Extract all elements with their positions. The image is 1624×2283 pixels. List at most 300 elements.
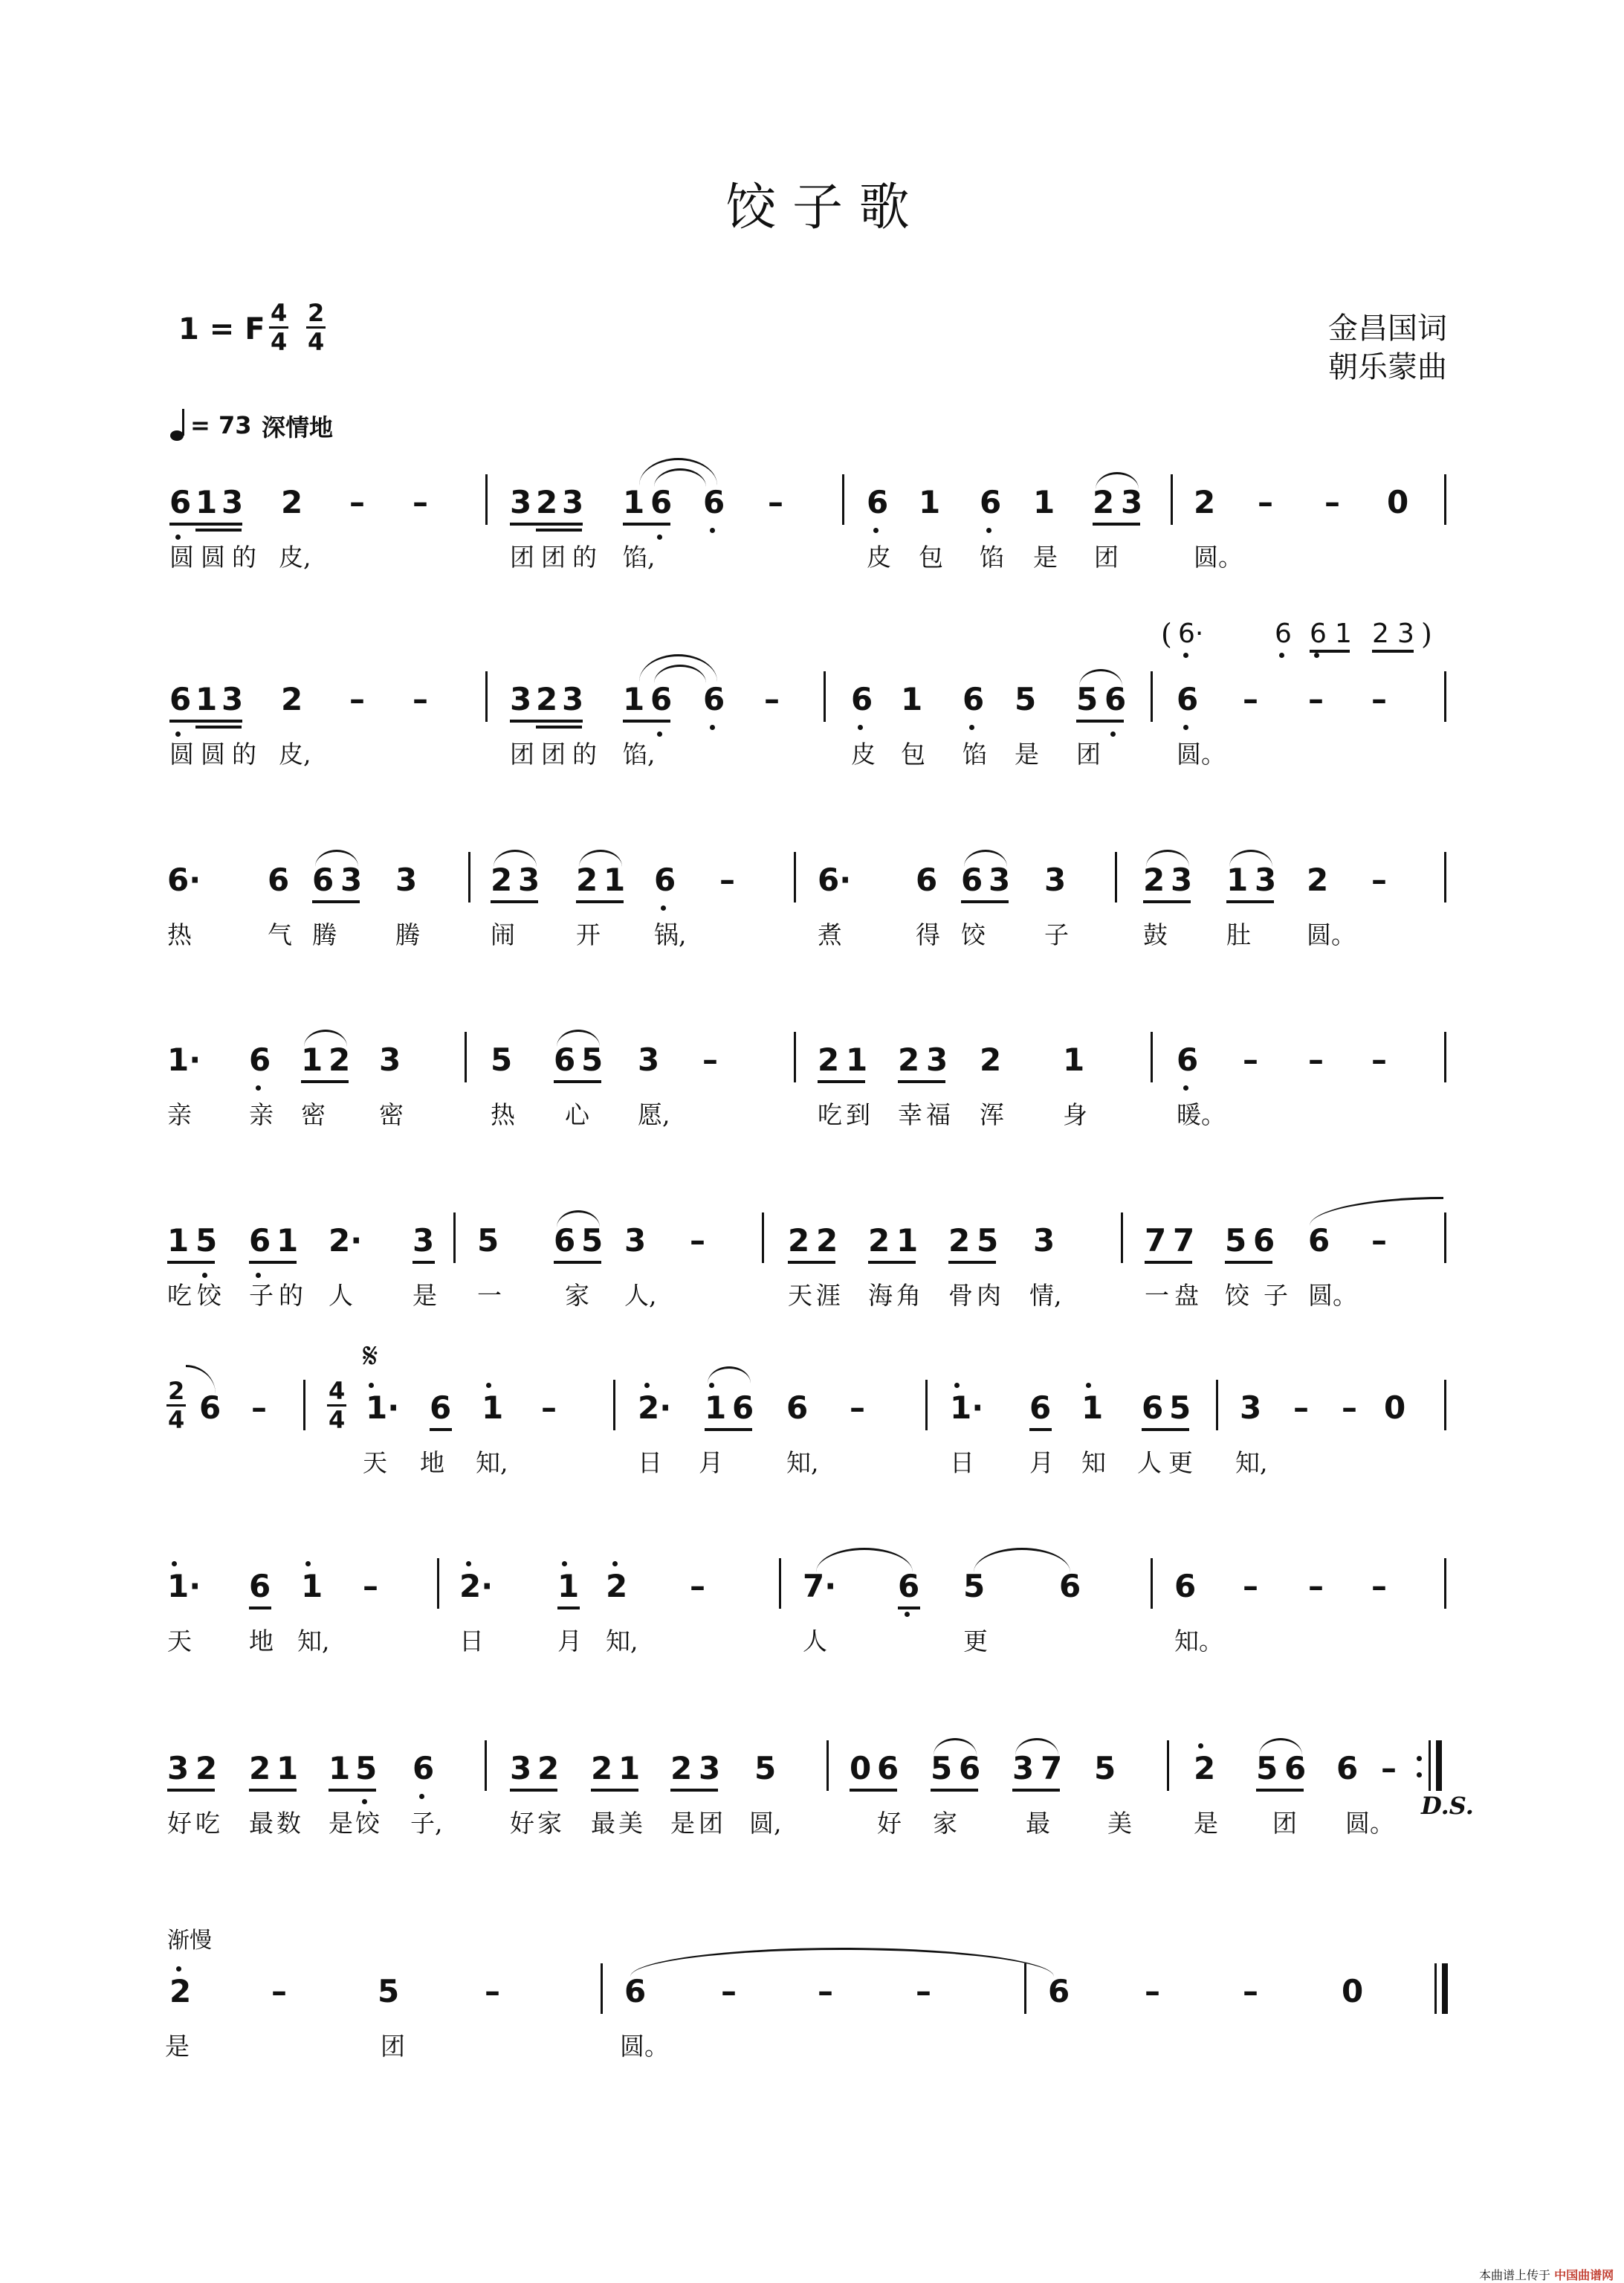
barline [485,1740,487,1791]
note: 5 [378,1973,400,2009]
barline [1444,1032,1446,1082]
barline [453,1212,456,1263]
lyric: 最 [249,1809,274,1838]
lyric: 吃 [167,1281,192,1310]
note: 2 [898,1042,920,1078]
lyric: 密 [301,1100,326,1129]
note: 3 [1171,862,1193,898]
note: – [271,1973,287,2009]
note: 2 [249,1750,271,1786]
note: 1 [301,1568,323,1604]
lyric: 盘 [1174,1281,1199,1310]
note: 3 [1044,862,1067,898]
lyric: 日 [459,1627,484,1656]
barline [1151,1558,1153,1609]
note: 1 [604,862,626,898]
barline [1151,1032,1153,1082]
note: 6 [268,862,290,898]
note: 3 [379,1042,401,1078]
octave-dot [175,732,181,737]
lyric: 亲 [167,1100,192,1129]
barline [1216,1380,1218,1430]
lyric: 子, [410,1809,443,1838]
note: 5 [931,1750,953,1786]
note: – [768,484,783,520]
lyric: 热 [167,920,192,949]
lyric: 最 [591,1809,615,1838]
note: 6 [867,484,889,520]
barline [826,1740,829,1791]
beat-underline [167,1261,215,1264]
lyric: 肚 [1226,920,1251,949]
beat-underline [850,1789,897,1792]
barline [842,474,844,525]
note: 6 [1029,1389,1052,1426]
lyric: 是 [165,2032,190,2061]
lyric: 圆 [201,543,225,572]
repeat-dot [1417,1772,1422,1777]
note: – [1371,1042,1387,1078]
note: 6 [554,1042,576,1078]
barline [468,852,470,902]
octave-dot [657,535,662,540]
note: 6 [898,1568,920,1604]
note: 2 [536,484,558,520]
beat-underline [1145,1261,1192,1264]
lyric: 的 [279,1281,303,1310]
beat-underline [167,1789,215,1792]
note: – [1381,1750,1397,1786]
note: – [916,1973,931,2009]
note: 5 [581,1042,604,1078]
lyric: 地 [420,1448,444,1477]
barline [925,1380,928,1430]
ds-marking: D.S. [1421,1792,1474,1820]
octave-dot [969,725,974,730]
note: 5 [1256,1750,1278,1786]
beat-underline [1093,523,1140,526]
lyric: 密 [379,1100,404,1129]
note: – [1243,681,1258,717]
note: 1· [167,1568,201,1604]
note: 3 [340,862,363,898]
note: 2 [329,1042,351,1078]
note: 6 [1308,1222,1330,1259]
note: – [764,681,780,717]
lyric: 团 [510,543,534,572]
beat-underline [1226,900,1274,903]
lyric: 得 [916,920,940,949]
note: 1 [195,484,218,520]
note: 5 [977,1222,999,1259]
slur-arc [708,1366,751,1383]
octave-dot [710,725,715,730]
beat-underline [312,900,360,903]
octave-dot [1183,1085,1188,1091]
lyric: 人 [329,1281,353,1310]
lyric: 是 [413,1281,437,1310]
note: – [1371,1568,1387,1604]
lyric: 到 [846,1100,870,1129]
octave-dot [986,528,991,533]
note: – [1371,1222,1387,1259]
note: 2 [868,1222,890,1259]
barline [1444,1380,1446,1430]
note: 1· [950,1389,984,1426]
note: – [1308,681,1324,717]
note: – [349,484,365,520]
lyric: 角 [896,1281,921,1310]
lyric: 心 [565,1100,589,1129]
note: 1 [195,681,218,717]
note: 1 [1063,1042,1085,1078]
barline [824,671,826,722]
note: – [1258,484,1273,520]
octave-dot-high [172,1561,177,1566]
note: 2· [459,1568,494,1604]
lyric: 是 [1015,740,1039,769]
octave-dot [657,732,662,737]
octave-dot-high [954,1383,960,1388]
lyric: 知, [297,1627,330,1656]
lyric: 海 [868,1281,893,1310]
note: 3 [989,862,1011,898]
barline [1444,1212,1446,1263]
note: 1 [1081,1389,1104,1426]
note: 7 [1145,1222,1167,1259]
barline [1171,474,1173,525]
note: 2 [491,862,513,898]
beat-underline [623,523,670,526]
note: – [818,1973,833,2009]
note: – [413,681,428,717]
note: 1 [167,1222,190,1259]
tempo-value: = 73 [190,411,252,439]
note: 6 [1142,1389,1164,1426]
note: 2 [281,484,303,520]
lyric: 日 [950,1448,974,1477]
note: 1 [1335,619,1352,649]
note: 5 [1015,681,1037,717]
note: 2 [169,1973,192,2009]
lyric: 亲 [249,1100,274,1129]
note: 1 [276,1222,299,1259]
lyric: 浑 [980,1100,1004,1129]
slur-arc [1079,669,1122,686]
lyric: 知 [1081,1448,1106,1477]
barline [601,1963,603,2014]
note: 1 [901,681,923,717]
lyric: 骨 [948,1281,973,1310]
note: 5 [581,1222,604,1259]
lyric: 馅 [963,740,987,769]
note: 1 [705,1389,727,1426]
note: 6 [1253,1222,1275,1259]
note: 3 [562,681,584,717]
lyric: 知, [1235,1448,1268,1477]
slur-arc [315,850,358,867]
note: – [413,484,428,520]
note: 6 [980,484,1002,520]
beat-underline [868,1261,916,1264]
beat-underline [195,529,242,532]
note: 3 [699,1750,721,1786]
note: 1 [301,1042,323,1078]
barline [762,1212,764,1263]
note: 6 [554,1222,576,1259]
slur-arc [974,1548,1070,1572]
lyric: 福 [926,1100,951,1129]
note: – [363,1568,378,1604]
key-signature: 1 = F [178,312,265,346]
note: 2 [576,862,598,898]
note: 6 [249,1222,271,1259]
beat-underline [510,1789,557,1792]
note: 2 [816,1222,838,1259]
footer-upload-text: 本曲谱上传于 [1479,2268,1551,2282]
note: 6 [851,681,873,717]
note: 6· [818,862,852,898]
octave-dot [256,1085,261,1091]
lyric: 最 [1026,1809,1050,1838]
note: – [690,1222,705,1259]
note: – [485,1973,500,2009]
note: 3 [624,1222,647,1259]
beat-underline [898,1607,920,1609]
note: 5 [754,1750,777,1786]
lyric: 天 [363,1448,387,1477]
repeat-barline-thin [1429,1740,1431,1791]
note: 3 [221,484,244,520]
slur-arc [557,1210,600,1227]
note: – [719,862,735,898]
note: – [1243,1042,1258,1078]
time-signature-4-4: $\frac{4}{4}$ [329,1377,346,1434]
octave-dot [873,528,879,533]
note: 2 [1194,1750,1216,1786]
lyric: 日 [638,1448,662,1477]
note: 3 [510,1750,532,1786]
beat-underline [554,1261,601,1264]
octave-dot [1314,653,1319,658]
lyric: 包 [919,543,943,572]
barline [437,1558,439,1609]
note: 1 [623,681,645,717]
lyric: 的 [572,543,597,572]
time-signature-2-4: $\frac{2}{4}$ [308,299,325,356]
lyric: 闹 [491,920,515,949]
note: – [690,1568,705,1604]
note: 3 [1397,619,1414,649]
note: – [1371,862,1387,898]
barline [794,852,796,902]
octave-dot [858,725,863,730]
lyric: 团 [1076,740,1101,769]
slur-arc [934,1738,977,1755]
lyric: 饺 [355,1809,380,1838]
note: 1 [276,1750,299,1786]
note: 6 [1104,681,1127,717]
note: 6 [1174,1568,1197,1604]
note: 6· [167,862,201,898]
lyric: 圆 [201,740,225,769]
note: 6 [786,1389,809,1426]
beat-underline [536,529,582,532]
note: 3 [1240,1389,1262,1426]
note: 7 [1041,1750,1063,1786]
note: 5 [1225,1222,1247,1259]
note: 6 [1336,1750,1359,1786]
note: 3 [395,862,418,898]
note: 6 [703,681,725,717]
octave-dot-high [612,1561,618,1566]
lyric: 是 [670,1809,695,1838]
paren-open: ( [1161,618,1172,650]
beat-underline [961,900,1009,903]
slur-arc [1229,850,1272,867]
note: 2 [1143,862,1165,898]
octave-dot [661,905,666,911]
note: – [1324,484,1340,520]
octave-dot [175,535,181,540]
beat-underline [788,1261,835,1264]
lyric: 人, [624,1281,657,1310]
beat-underline [557,1607,580,1609]
note: 1· [366,1389,400,1426]
note: 6 [249,1042,271,1078]
lyric: 家 [565,1281,589,1310]
octave-dot [202,1273,207,1278]
note: 2 [818,1042,840,1078]
lyric: 数 [276,1809,301,1838]
lyric: 团 [541,740,566,769]
note: 5 [1169,1389,1191,1426]
ritardando-marking: 渐慢 [167,1928,212,1954]
lyric: 是 [1194,1809,1218,1838]
octave-dot [710,528,715,533]
note: 6 [1059,1568,1081,1604]
lyric: 饺 [961,920,986,949]
note: 6 [963,681,985,717]
barline [1444,671,1446,722]
beat-underline [623,720,670,723]
note: 6 [961,862,983,898]
note: 2 [537,1750,560,1786]
note: – [541,1389,557,1426]
lyric: 子 [1044,920,1069,949]
beat-underline [1256,1789,1304,1792]
note: 3 [518,862,540,898]
slur-arc [304,1030,347,1047]
note: – [702,1042,718,1078]
octave-dot [905,1612,910,1617]
lyric: 圆。 [1345,1809,1394,1838]
octave-dot-high [1198,1743,1203,1748]
octave-dot-high [644,1383,650,1388]
octave-dot-high [486,1383,491,1388]
lyric: 幸 [898,1100,922,1129]
lyric: 热 [491,1100,515,1129]
note: 7· [803,1568,837,1604]
barline [1444,852,1446,902]
lyric: 家 [537,1809,562,1838]
slur-arc [1096,472,1139,489]
lyric: 一 [1145,1281,1169,1310]
final-barline-thin [1434,1963,1437,2014]
lyric: 皮, [279,740,311,769]
lyric: 腾 [395,920,420,949]
lyric: 皮 [867,543,891,572]
lyric: 子 [1264,1281,1288,1310]
note: 5 [477,1222,499,1259]
note: 6 [1177,681,1199,717]
beat-underline [301,1080,349,1083]
note: 0 [850,1750,872,1786]
slur-arc [494,850,537,867]
note: 1 [557,1568,580,1604]
lyric: 团 [1094,543,1119,572]
note: 3 [1012,1750,1035,1786]
note: 3 [167,1750,190,1786]
lyric: 圆。 [1308,1281,1357,1310]
lyric: 圆 [169,543,194,572]
lyric: 团 [381,2032,405,2061]
note: 6 [1048,1973,1070,2009]
lyric: 团 [699,1809,723,1838]
lyric: 吃 [195,1809,220,1838]
note: 6 [703,484,725,520]
note: 2· [329,1222,363,1259]
note: – [1371,681,1387,717]
note: 3 [413,1222,435,1259]
beat-underline [510,720,583,723]
note: – [251,1389,267,1426]
note: 6 [199,1389,221,1426]
lyric: 知, [476,1448,508,1477]
beat-underline [591,1789,638,1792]
octave-dot-high [176,1966,181,1972]
note: 3 [926,1042,948,1078]
beat-underline [536,726,582,729]
barline [794,1032,796,1082]
lyric: 子 [249,1281,274,1310]
lyric: 皮 [851,740,876,769]
note: 2 [1307,862,1329,898]
lyric: 圆, [749,1809,782,1838]
octave-dot-high [466,1561,471,1566]
lyric: 愿, [638,1100,670,1129]
note: 6 [1177,1042,1199,1078]
lyric: 好 [167,1809,192,1838]
note: 6 [1275,619,1292,649]
octave-dot-high [305,1561,311,1566]
note: 6· [1178,619,1204,649]
barline [1444,474,1446,525]
footer-site-logo[interactable]: 中国曲谱网 [1554,2268,1614,2282]
lyric: 情, [1029,1281,1062,1310]
lyric: 团 [541,543,566,572]
repeat-barline-thick [1436,1740,1442,1791]
note: 6 [169,681,192,717]
note: 6 [413,1750,435,1786]
note: 6 [916,862,938,898]
beat-underline [1076,720,1124,723]
note: – [1342,1389,1357,1426]
note: 1 [896,1222,919,1259]
note: 1 [482,1389,504,1426]
note: – [1293,1389,1309,1426]
lyric: 圆。 [1177,740,1226,769]
